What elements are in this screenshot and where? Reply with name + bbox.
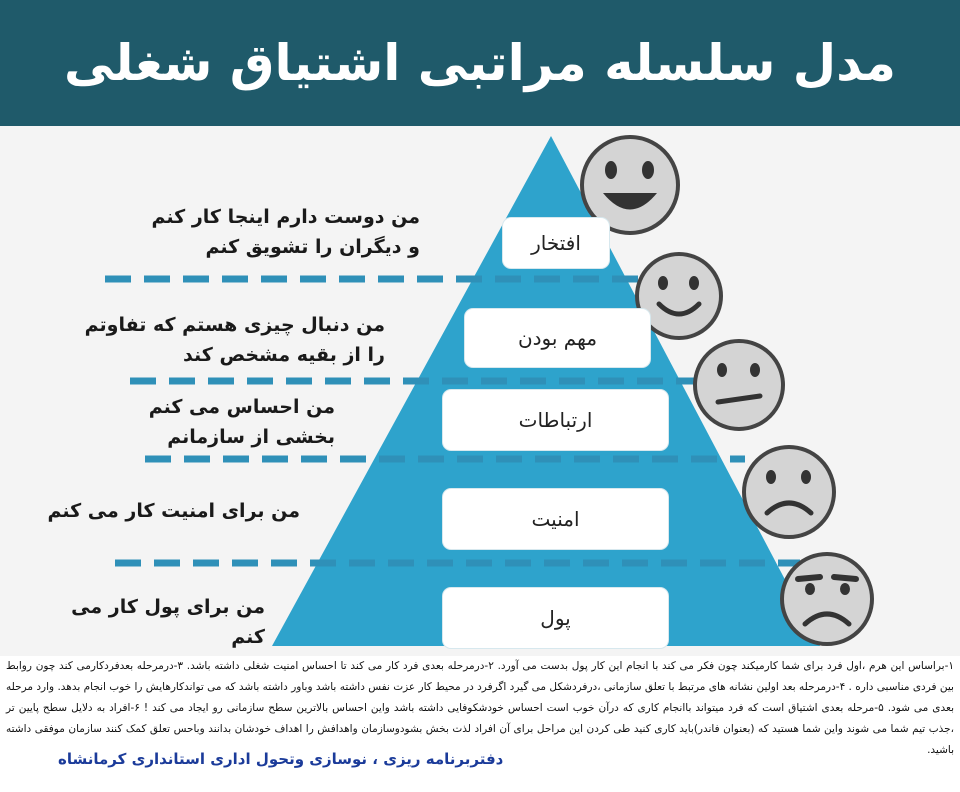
level-box-security: امنیت (443, 489, 668, 549)
sad-face-icon (744, 447, 834, 537)
level-box-importance: مهم بودن (465, 309, 650, 367)
page-title: مدل سلسله مراتبی اشتیاق شغلی (63, 34, 896, 92)
level-box-connections: ارتباطات (443, 390, 668, 450)
statement-connections: من احساس می کنم بخشی از سازمانم (148, 396, 335, 448)
statement-money: من برای پول کار می کنم (71, 596, 265, 648)
neutral-face-icon (695, 341, 783, 429)
explanation-text: ۱-براساس این هرم ،اول فرد برای شما کارمیکند چون فکر می کند با انجام این کار پول بدست می آورد. ۲-درمرحله بعدی فرد کار می کند تا احساس امنیت شغلی داشته باشد. ۳-درمرحله بعدفردکارمی کند چون روابط بین فردی مناسبی داره . ۴-درمرحله بعد اولین نشانه های مرتبط با تعلق سازمانی ،درفردشکل می گیرد اگرفرد در محیط کار عزت نفس داشته باشد وباور داشته باشد که می تواندکارهایش را خوب انجام بدهد. وارد مرحله بعدی می شود. ۵-مرحله بعدی اشتیاق است که فرد میتواند باانجام کاری که درآن خوب است احساس خودشکوفایی داشته باشد واین احساس بالاترین سطح سازمانی رو ایجاد می کند ! ۶-افراد به دلایل سطح پایین تر ،جذب تیم شما می شوند واین شما هستید که (بعنوان فاندر)باید کاری کنید طی کردن این مراحل برای آن افراد لذت بخش بشودوسازمان واهدافش را اهداف خودشان بدانند وباحس تعلق کمک کنند سازمان موفقی داشته باشید. (6, 660, 954, 756)
level-box-pride: افتخار (503, 218, 609, 268)
footer-organization: دفتربرنامه ریزی ، نوسازی وتحول اداری استانداری کرمانشاه (58, 750, 504, 768)
statement-security: من برای امنیت کار می کنم (47, 500, 300, 522)
angry-face-icon (782, 554, 872, 644)
level-box-money: پول (443, 588, 668, 648)
statement-importance: من دنبال چیزی هستم که تفاوتم را از بقیه مشخص کند (84, 314, 385, 366)
statement-pride: من دوست دارم اینجا کار کنم و دیگران را تشویق کنم (151, 206, 420, 258)
header-banner (0, 0, 960, 126)
diagram-area (0, 126, 960, 656)
